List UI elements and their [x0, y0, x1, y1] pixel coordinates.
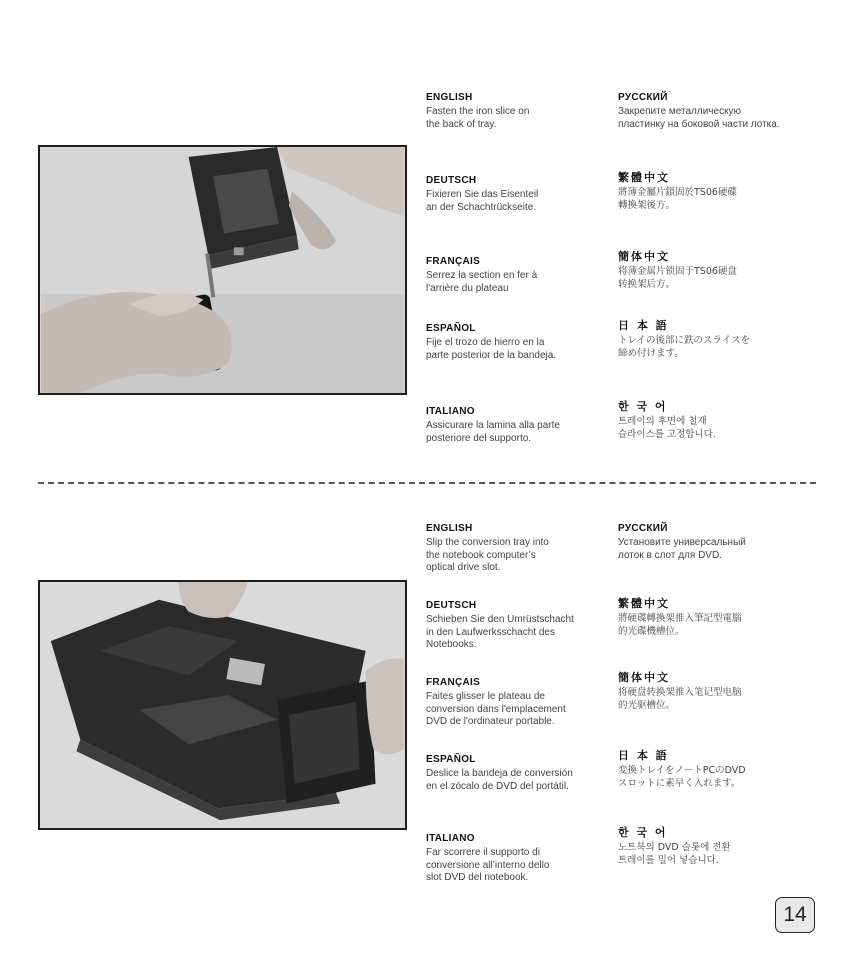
text-simp-chinese: 将硬盘转换架推入笔记型电脑 的光驱槽位。 [618, 687, 742, 711]
heading-espanol: ESPAÑOL [426, 323, 476, 334]
text-deutsch: Fixieren Sie das Eisenteil an der Schachtrückseite. [426, 189, 539, 213]
section1-simp-chinese [618, 251, 828, 291]
heading-francais: FRANÇAIS [426, 677, 481, 688]
text-russian: Установите универсальный лоток в слот для DVD. [618, 537, 746, 561]
section2-espanol [426, 754, 616, 793]
text-english: Slip the conversion tray into the notebook computer’s optical drive slot. [426, 537, 549, 573]
heading-english: ENGLISH [426, 523, 473, 534]
heading-deutsch: DEUTSCH [426, 600, 477, 611]
text-francais: Faites glisser le plateau de conversion dans l'emplacement DVD de l'ordinateur portable. [426, 691, 566, 727]
heading-english: ENGLISH [426, 92, 473, 103]
section2-japanese [618, 750, 828, 790]
text-japanese: トレイの後部に鉄のスライスを 締め付けます。 [618, 335, 751, 359]
text-simp-chinese: 将薄金属片锁固于TS06硬盘 转换架后方。 [618, 266, 737, 290]
heading-italiano: ITALIANO [426, 833, 475, 844]
section1-francais [426, 256, 616, 295]
heading-russian: РУССКИЙ [618, 92, 668, 103]
heading-italiano: ITALIANO [426, 406, 475, 417]
section1-italiano [426, 406, 616, 445]
section2-english [426, 523, 616, 575]
heading-japanese: 日 本 語 [618, 749, 669, 762]
text-deutsch: Schieben Sie den Umrüstschacht in den Laufwerksschacht des Notebooks. [426, 614, 574, 650]
text-trad-chinese: 將硬碟轉換架推入筆記型電腦 的光碟機槽位。 [618, 613, 742, 637]
heading-korean: 한 국 어 [618, 400, 668, 413]
section1-korean [618, 401, 828, 441]
section2-italiano [426, 833, 616, 885]
page-number: 14 [775, 897, 815, 933]
section1-english [426, 92, 616, 131]
text-espanol: Fije el trozo de hierro en la parte posterior de la bandeja. [426, 337, 557, 361]
section1-trad-chinese [618, 172, 828, 212]
text-korean: 노트북의 DVD 슬롯에 전환 트레이를 밀어 넣습니다. [618, 842, 731, 866]
section2-korean [618, 827, 828, 867]
section2-francais [426, 677, 616, 729]
text-espanol: Deslice la bandeja de conversión en el zócalo de DVD del portátil. [426, 768, 573, 792]
section1-japanese [618, 320, 828, 360]
section2-simp-chinese [618, 672, 828, 712]
text-english: Fasten the iron slice on the back of tray. [426, 106, 530, 130]
section2-trad-chinese [618, 598, 828, 638]
heading-trad-chinese: 繁體中文 [618, 597, 670, 610]
heading-espanol: ESPAÑOL [426, 754, 476, 765]
photo-insert-tray [38, 580, 407, 830]
heading-korean: 한 국 어 [618, 826, 668, 839]
heading-russian: РУССКИЙ [618, 523, 668, 534]
heading-simp-chinese: 簡体中文 [618, 250, 670, 263]
heading-simp-chinese: 簡体中文 [618, 671, 670, 684]
text-japanese: 変換トレイをノートPCのDVD スロットに素早く入れます。 [618, 765, 746, 789]
section1-deutsch [426, 175, 616, 214]
heading-japanese: 日 本 語 [618, 319, 669, 332]
section2-deutsch [426, 600, 616, 652]
photo-fasten-illustration [40, 147, 405, 393]
text-russian: Закрепите металлическую пластинку на боковой части лотка. [618, 106, 780, 130]
text-korean: 트레이의 후면에 철재 슬라이스를 고정합니다. [618, 416, 716, 440]
photo-insert-illustration [40, 582, 405, 828]
heading-deutsch: DEUTSCH [426, 175, 477, 186]
heading-francais: FRANÇAIS [426, 256, 481, 267]
section1-espanol [426, 323, 616, 362]
text-italiano: Far scorrere il supporto di conversione all’interno dello slot DVD del notebook. [426, 847, 550, 883]
text-trad-chinese: 將薄金屬片鎖固於TS06硬碟 轉換架後方。 [618, 187, 737, 211]
text-italiano: Assicurare la lamina alla parte posteriore del supporto. [426, 420, 560, 444]
heading-trad-chinese: 繁體中文 [618, 171, 670, 184]
section-divider [38, 482, 816, 484]
photo-fasten-iron-slice [38, 145, 407, 395]
section1-russian [618, 92, 828, 131]
section2-russian [618, 523, 828, 562]
text-francais: Serrez la section en fer à l'arrière du plateau [426, 270, 538, 294]
